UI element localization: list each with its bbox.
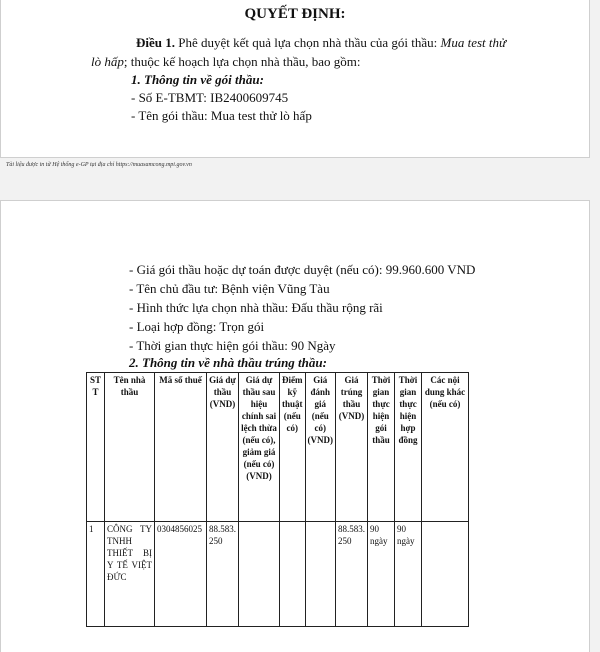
header-other: Các nội dung khác (nếu có) — [422, 373, 469, 522]
header-adjusted-price: Giá dự thầu sau hiệu chính sai lệch thừa (nếu có), giảm giá (nếu có) (VND) — [239, 373, 280, 522]
cell-other — [422, 522, 469, 627]
cell-adjusted-price — [239, 522, 280, 627]
section-1-heading: 1. Thông tin về gói thầu: — [131, 72, 264, 87]
header-evaluated-price: Giá đánh giá (nếu có) (VND) — [305, 373, 336, 522]
article-text: Phê duyệt kết quả lựa chọn nhà thầu của gói thầu: — [175, 35, 441, 50]
package-name-line: - Tên gói thầu: Mua test thử lò hấp — [131, 108, 312, 123]
package-name-continuation: lò hấp — [91, 54, 124, 69]
section-2-heading: 2. Thông tin về nhà thầu trúng thầu: — [129, 355, 327, 370]
cell-package-time: 90 ngày — [368, 522, 395, 627]
investor-name: - Tên chủ đầu tư: Bệnh viện Vũng Tàu — [129, 281, 330, 296]
cell-contract-time: 90 ngày — [395, 522, 422, 627]
cell-stt: 1 — [87, 522, 105, 627]
print-source-footnote: Tài liệu được in từ Hệ thống e-GP tại địa chỉ https://muasamcong.mpi.gov.vn — [6, 162, 192, 168]
document-page-1 — [0, 0, 590, 158]
cell-tax-code: 0304856025 — [155, 522, 207, 627]
selection-method: - Hình thức lựa chọn nhà thầu: Đấu thầu rộng rãi — [129, 300, 383, 315]
etbmt-number: - Số E-TBMT: IB2400609745 — [131, 90, 289, 105]
header-tax-code: Mã số thuế — [155, 373, 207, 522]
package-name-italic: Mua test thử — [440, 35, 507, 50]
package-duration: - Thời gian thực hiện gói thầu: 90 Ngày — [129, 338, 336, 353]
decision-title: QUYẾT ĐỊNH: — [244, 6, 346, 22]
contract-type: - Loại hợp đồng: Trọn gói — [129, 319, 265, 334]
article-1-line-2 — [91, 53, 361, 70]
header-bid-price: Giá dự thầu (VND) — [207, 373, 239, 522]
cell-bid-price: 88.583.250 — [207, 522, 239, 627]
header-winning-price: Giá trúng thầu (VND) — [336, 373, 368, 522]
cell-bidder-name: CÔNG TY TNHH THIẾT BỊ Y TẾ VIỆT ĐỨC — [105, 522, 155, 627]
header-tech-score: Điểm kỹ thuật (nếu có) — [280, 373, 306, 522]
article-1-line-1 — [136, 34, 506, 51]
header-bidder-name: Tên nhà thầu — [105, 373, 155, 522]
cell-winning-price: 88.583.250 — [336, 522, 368, 627]
winning-bidder-table — [86, 372, 469, 627]
header-package-time: Thời gian thực hiện gói thầu — [368, 373, 395, 522]
cell-tech-score — [280, 522, 306, 627]
article-label: Điều 1. — [136, 35, 175, 50]
table-header-row — [87, 373, 469, 522]
cell-evaluated-price — [305, 522, 336, 627]
package-price: - Giá gói thầu hoặc dự toán được duyệt (nếu có): 99.960.600 VND — [129, 262, 476, 277]
table-row — [87, 522, 469, 627]
article-text-continuation: ; thuộc kế hoạch lựa chọn nhà thầu, bao gồm: — [123, 54, 361, 69]
header-stt: STT — [87, 373, 105, 522]
header-contract-time: Thời gian thực hiện hợp đồng — [395, 373, 422, 522]
